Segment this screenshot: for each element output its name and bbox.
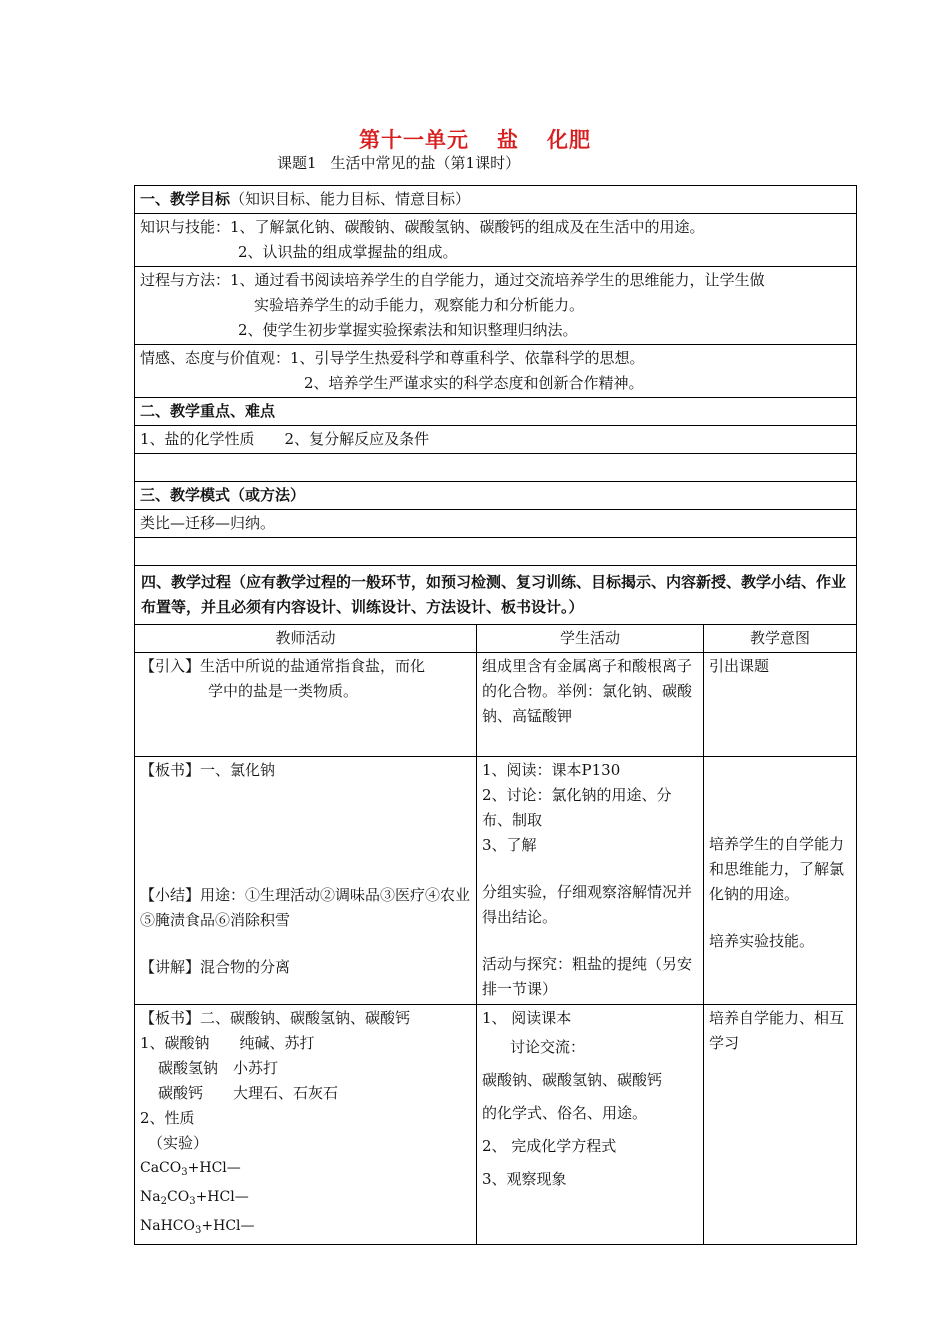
emotion-line: 2、培养学生严谨求实的科学态度和创新合作精神。 [304, 374, 644, 392]
process-line: 1、通过看书阅读培养学生的自学能力，通过交流培养学生的思维能力，让学生做 [230, 271, 765, 289]
knowledge-line: 2、认识盐的组成掌握盐的组成。 [238, 243, 458, 261]
formula-caco3 [140, 1156, 471, 1185]
nacl-row [135, 757, 857, 1005]
empty-row [135, 538, 857, 566]
intent-text: 培养学生的自学能力和思维能力，了解氯化钠的用途。 [709, 835, 845, 903]
objectives-heading-note: （知识目标、能力目标、情意目标） [230, 190, 471, 208]
formula-sub: 3 [181, 1167, 188, 1178]
emotion-label: 情感、态度与价值观： [140, 349, 291, 367]
mode-heading: 三、教学模式（或方法） [135, 482, 857, 510]
process-label: 过程与方法： [140, 271, 231, 289]
student-text: 讨论交流： [510, 1038, 586, 1056]
student-text: 3、观察现象 [482, 1170, 567, 1188]
process-heading-row [135, 566, 857, 625]
mode-heading-row [135, 482, 857, 510]
student-text: 分组实验，仔细观察溶解情况并得出结论。 [482, 883, 693, 926]
student-text: 2、讨论：氯化钠的用途、分布、制取 [482, 786, 672, 829]
keypoints-content-row [135, 426, 857, 454]
knowledge-line: 1、了解氯化钠、碳酸钠、碳酸氢钠、碳酸钙的组成及在生活中的用途。 [230, 218, 705, 236]
lesson-subtitle [277, 152, 520, 173]
unit-title-part: 第十一单元 [359, 128, 469, 152]
teacher-text: 学中的盐是一类物质。 [208, 682, 359, 700]
mode-content-row [135, 510, 857, 538]
column-header-row [135, 625, 857, 653]
intro-row [135, 653, 857, 757]
teacher-text: 碳酸钙 大理石、石灰石 [158, 1084, 339, 1102]
col-intent-header: 教学意图 [704, 625, 857, 653]
student-text: 3、了解 [482, 836, 537, 854]
formula-sub: 3 [189, 1196, 196, 1207]
lesson-plan-table [134, 185, 857, 1245]
formula-part: NaHCO [140, 1218, 195, 1234]
keypoints-heading: 二、教学重点、难点 [135, 398, 857, 426]
formula-part: CaCO [140, 1160, 182, 1176]
formula-part: +HCl— [201, 1218, 255, 1234]
teacher-tag: 【引入】 [140, 657, 201, 675]
knowledge-label: 知识与技能： [140, 218, 231, 236]
carbonate-row [135, 1005, 857, 1245]
teacher-board: 【板书】二、碳酸钠、碳酸氢钠、碳酸钙 [140, 1009, 411, 1027]
keypoints-content: 1、盐的化学性质 2、复分解反应及条件 [135, 426, 857, 454]
process-line: 实验培养学生的动手能力，观察能力和分析能力。 [254, 296, 585, 314]
student-text: 组成里含有金属离子和酸根离子的化合物。举例：氯化钠、碳酸钠、高锰酸钾 [477, 653, 704, 757]
formula-part: Na [140, 1189, 161, 1205]
teacher-text: 碳酸氢钠 小苏打 [158, 1059, 279, 1077]
student-text: 碳酸钠、碳酸氢钠、碳酸钙 [482, 1071, 663, 1089]
teacher-text: 1、碳酸钠 纯碱、苏打 [140, 1034, 315, 1052]
process-row [135, 267, 857, 345]
process-line: 2、使学生初步掌握实验探索法和知识整理归纳法。 [238, 321, 578, 339]
objectives-heading-row [135, 186, 857, 214]
formula-sub: 3 [195, 1225, 202, 1236]
unit-title [0, 124, 950, 154]
emotion-row [135, 345, 857, 398]
keypoints-heading-row [135, 398, 857, 426]
student-text: 活动与探究：粗盐的提纯（另安排一节课） [482, 955, 693, 998]
formula-part: +HCl— [187, 1160, 241, 1176]
lesson-label: 课题1 [277, 154, 317, 172]
process-heading: 四、教学过程（应有教学过程的一般环节，如预习检测、复习训练、目标揭示、内容新授、教学小结、作业布置等，并且必须有内容设计、训练设计、方法设计、板书设计。） [135, 566, 857, 625]
student-text: 1、 阅读课本 [482, 1009, 572, 1027]
teacher-text: 生活中所说的盐通常指食盐，而化 [200, 657, 426, 675]
formula-na2co3 [140, 1185, 471, 1214]
empty-row [135, 454, 857, 482]
student-text: 的化学式、俗名、用途。 [482, 1104, 648, 1122]
student-text: 2、 完成化学方程式 [482, 1137, 617, 1155]
col-student-header: 学生活动 [477, 625, 704, 653]
objectives-heading: 一、教学目标 [140, 190, 231, 208]
col-teacher-header: 教师活动 [135, 625, 477, 653]
lesson-title: 生活中常见的盐（第1课时） [330, 154, 521, 172]
teacher-summary: 【小结】用途：①生理活动②调味品③医疗④农业⑤腌渍食品⑥消除积雪 [140, 886, 471, 929]
intent-text: 培养自学能力、相互学习 [704, 1005, 857, 1245]
knowledge-row [135, 214, 857, 267]
formula-part: +HCl— [195, 1189, 249, 1205]
formula-nahco3 [140, 1214, 471, 1243]
intent-text: 培养实验技能。 [709, 932, 815, 950]
formula-sub: 2 [160, 1196, 167, 1207]
intent-text: 引出课题 [704, 653, 857, 757]
teacher-lecture: 【讲解】混合物的分离 [140, 958, 291, 976]
unit-title-part: 化肥 [547, 128, 591, 152]
unit-title-part: 盐 [497, 128, 519, 152]
mode-content: 类比—迁移—归纳。 [135, 510, 857, 538]
student-text: 1、阅读：课本P130 [482, 761, 621, 779]
teacher-text: （实验） [148, 1134, 209, 1152]
teacher-text: 2、性质 [140, 1109, 195, 1127]
teacher-board: 【板书】一、氯化钠 [140, 761, 276, 779]
emotion-line: 1、引导学生热爱科学和尊重科学、依靠科学的思想。 [290, 349, 645, 367]
formula-part: CO [166, 1189, 190, 1205]
